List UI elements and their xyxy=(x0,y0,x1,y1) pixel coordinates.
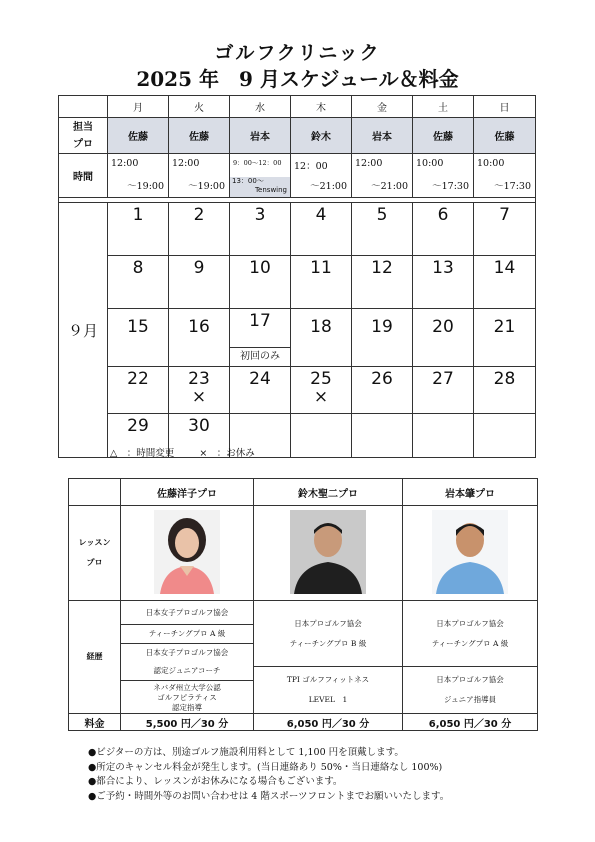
off-mark: × xyxy=(313,387,329,407)
note-item: ●所定のキャンセル料金が発生します。(当日連絡あり 50%・当日連絡なし 100%) xyxy=(88,761,443,773)
date-cell: 23 × xyxy=(169,367,230,414)
photo-cell xyxy=(121,506,254,601)
time-thu: 12：00 ～21:00 xyxy=(291,154,352,198)
pro-name-suzuki: 鈴木聖二プロ xyxy=(254,479,403,506)
suzuki-career: 日本プロゴルフ協会 ティーチングプロ B 級 TPI ゴルフフィットネス LEVEL 1 xyxy=(254,601,403,714)
weekday-tue: 火 xyxy=(169,96,230,118)
pro-mon: 佐藤 xyxy=(108,118,169,154)
tenswing-note: 13：00～ Tenswing xyxy=(230,177,290,197)
page-subtitle: 2025 年 9 月スケジュール＆料金 xyxy=(136,67,459,91)
date-cell: 19 xyxy=(352,309,413,367)
time-sun: 10:00 ～17:30 xyxy=(474,154,536,198)
date-cell: 1 xyxy=(108,203,169,256)
time-sat: 10:00 ～17:30 xyxy=(413,154,474,198)
date-cell: 16 xyxy=(169,309,230,367)
legend-time-change: △ ：時間変更 xyxy=(110,448,175,459)
time-mon: 12:00 ～19:00 xyxy=(108,154,169,198)
sato-career: 日本女子プロゴルフ協会 ティーチングプロ A 級 日本女子プロゴルフ協会 認定ジュニアコーチ ネバダ州立大学公認 ゴルフピラティス 認定指導 xyxy=(121,601,254,714)
week-row-4 xyxy=(59,367,536,414)
iwamoto-career: 日本プロゴルフ協会 ティーチングプロ A 級 日本プロゴルフ協会 ジュニア指導員 xyxy=(403,601,538,714)
month-label: ９月 xyxy=(59,203,108,458)
time-wed: 9：00～12：00 13：00～ Tenswing xyxy=(230,154,291,198)
date-cell xyxy=(291,414,352,458)
empty-cell xyxy=(69,479,121,506)
date-cell xyxy=(352,414,413,458)
date-cell xyxy=(474,414,536,458)
career-row xyxy=(69,601,538,714)
pro-thu: 鈴木 xyxy=(291,118,352,154)
notes xyxy=(88,746,449,804)
date-cell: 14 xyxy=(474,256,536,309)
fee-label: 料金 xyxy=(69,714,121,731)
date-cell xyxy=(413,414,474,458)
legend-off: × ：お休み xyxy=(199,448,255,459)
date-cell: 2 xyxy=(169,203,230,256)
weekday-mon: 月 xyxy=(108,96,169,118)
date-cell: 20 xyxy=(413,309,474,367)
date-cell: 7 xyxy=(474,203,536,256)
date-cell: 4 xyxy=(291,203,352,256)
iwamoto-photo xyxy=(432,510,508,594)
note-item: ●都合により、レッスンがお休みになる場合もございます。 xyxy=(88,776,343,787)
date-cell: 28 xyxy=(474,367,536,414)
weekday-fri: 金 xyxy=(352,96,413,118)
pro-row xyxy=(59,118,536,154)
corner-cell xyxy=(59,96,108,118)
date-cell: 13 xyxy=(413,256,474,309)
date-cell: 30 xyxy=(169,414,230,458)
weekday-wed: 水 xyxy=(230,96,291,118)
weekday-header xyxy=(59,96,536,118)
date-cell: 6 xyxy=(413,203,474,256)
date-cell: 15 xyxy=(108,309,169,367)
date-cell: 24 xyxy=(230,367,291,414)
legend xyxy=(110,445,277,459)
date-cell: 29 xyxy=(108,414,169,458)
photo-row xyxy=(69,506,538,601)
pro-name-sato: 佐藤洋子プロ xyxy=(121,479,254,506)
date-cell: 26 xyxy=(352,367,413,414)
pro-label: 担当 プロ xyxy=(59,118,108,154)
pro-fri: 岩本 xyxy=(352,118,413,154)
pro-sun: 佐藤 xyxy=(474,118,536,154)
fee-row xyxy=(69,714,538,731)
schedule-calendar xyxy=(58,95,536,458)
weekday-sun: 日 xyxy=(474,96,536,118)
career-label: 経歴 xyxy=(69,601,121,714)
date-cell: 21 xyxy=(474,309,536,367)
photo-cell xyxy=(254,506,403,601)
date-cell: 9 xyxy=(169,256,230,309)
week-row-2 xyxy=(59,256,536,309)
date-cell: 8 xyxy=(108,256,169,309)
date-cell: 3 xyxy=(230,203,291,256)
week-row-1 xyxy=(59,203,536,256)
first-only-note: 初回のみ xyxy=(230,347,290,366)
weekday-thu: 木 xyxy=(291,96,352,118)
page-title: ゴルフクリニック xyxy=(214,42,381,64)
date-cell: 22 xyxy=(108,367,169,414)
fee-sato: 5,500 円／30 分 xyxy=(121,714,254,731)
note-item: ●ビジターの方は、別途ゴルフ施設利用料として 1,100 円を頂戴します。 xyxy=(88,747,404,758)
pro-sat: 佐藤 xyxy=(413,118,474,154)
time-tue: 12:00 ～19:00 xyxy=(169,154,230,198)
date-cell: 11 xyxy=(291,256,352,309)
pro-wed: 岩本 xyxy=(230,118,291,154)
date-cell: 12 xyxy=(352,256,413,309)
time-fri: 12:00 ～21:00 xyxy=(352,154,413,198)
pro-table xyxy=(68,478,538,731)
week-row-3 xyxy=(59,309,536,367)
pro-name-row xyxy=(69,479,538,506)
pro-tue: 佐藤 xyxy=(169,118,230,154)
date-cell: 18 xyxy=(291,309,352,367)
time-row xyxy=(59,154,536,198)
date-cell: 5 xyxy=(352,203,413,256)
photo-cell xyxy=(403,506,538,601)
date-cell: 25 × xyxy=(291,367,352,414)
sato-photo xyxy=(154,510,220,594)
time-label: 時間 xyxy=(59,154,108,198)
off-mark: × xyxy=(191,387,207,407)
date-cell: 17 初回のみ xyxy=(230,309,291,367)
date-cell: 10 xyxy=(230,256,291,309)
weekday-sat: 土 xyxy=(413,96,474,118)
lesson-pro-label: レッスン プロ xyxy=(69,506,121,601)
fee-iwamoto: 6,050 円／30 分 xyxy=(403,714,538,731)
note-item: ●ご予約・時間外等のお問い合わせは 4 階スポーツフロントまでお願いいたします。 xyxy=(88,790,450,802)
suzuki-photo xyxy=(290,510,366,594)
pro-name-iwamoto: 岩本肇プロ xyxy=(403,479,538,506)
date-cell: 27 xyxy=(413,367,474,414)
fee-suzuki: 6,050 円／30 分 xyxy=(254,714,403,731)
